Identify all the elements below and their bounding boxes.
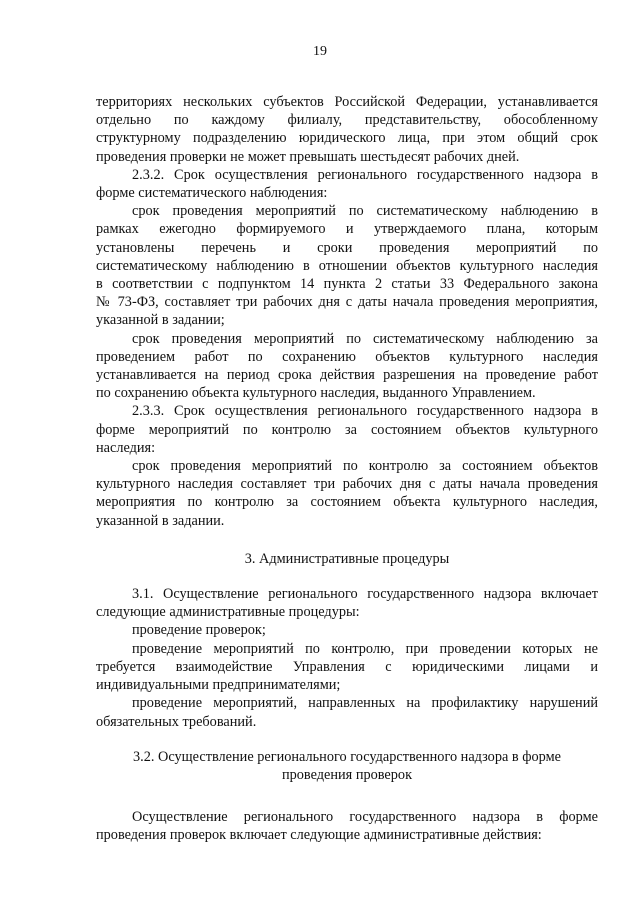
list-item-inspections	[96, 621, 598, 639]
paragraph-2-3-3	[96, 402, 598, 457]
heading-line: 3. Административные процедуры	[244, 550, 450, 567]
text-line: проведение мероприятий, направленных на профилактику нарушений	[132, 695, 598, 712]
text-line: следующие административные процедуры:	[96, 604, 360, 621]
text-line: № 73-ФЗ, составляет три рабочих дня с даты начала проведения мероприятия,	[96, 294, 598, 311]
text-line: указанной в задании;	[96, 312, 225, 329]
text-line: отдельно по каждому филиалу, представительству, обособленному	[96, 112, 598, 129]
text-line: мероприятия по контролю за состоянием объекта культурного наследия,	[96, 494, 598, 511]
section-heading-3	[96, 550, 598, 568]
spacer	[96, 568, 598, 585]
paragraph-state-control-term	[96, 457, 598, 530]
text-line: культурного наследия составляет три рабочих дня с даты начала проведения	[96, 476, 598, 493]
text-line: срок проведения мероприятий по систематическому наблюдению за	[132, 330, 598, 347]
text-line: наследия:	[96, 439, 156, 456]
text-line: 3.1. Осуществление регионального государственного надзора включает	[132, 586, 598, 603]
text-line: индивидуальными предпринимателями;	[96, 677, 341, 694]
text-line: 2.3.2. Срок осуществления регионального государственного надзора в	[132, 166, 598, 183]
text-line: систематическому наблюдению в отношении объектов культурного наследия	[96, 257, 598, 274]
spacer	[96, 530, 598, 550]
text-line: по сохранению объекта культурного наследия, выданного Управлением.	[96, 385, 536, 402]
paragraph-inspection-actions	[96, 808, 598, 844]
text-line: структурному подразделению юридического лица, при этом общий срок	[96, 130, 598, 147]
text-line: проведение мероприятий по контролю, при проведении которых не	[132, 640, 598, 657]
text-line: в соответствии с подпунктом 14 пункта 2 статьи 33 Федерального закона	[96, 276, 598, 293]
text-line: проведение проверок;	[132, 622, 266, 639]
page-number: 19	[313, 44, 327, 59]
text-line: обязательных требований.	[96, 713, 257, 730]
text-line: Осуществление регионального государственного надзора в форме	[132, 809, 598, 826]
paragraph-3-1	[96, 585, 598, 621]
text-line: установлены перечень и сроки проведения мероприятий по	[96, 239, 598, 256]
text-line: устанавливается на период срока действия разрешения на проведение работ	[96, 367, 598, 384]
list-item-prevention	[96, 694, 598, 730]
text-line: территориях нескольких субъектов Российской Федерации, устанавливается	[96, 94, 598, 110]
list-item-control-measures	[96, 640, 598, 695]
text-line: срок проведения мероприятий по систематическому наблюдению в	[132, 203, 598, 220]
spacer	[96, 731, 598, 748]
text-line: проведения проверки не может превышать шестьдесят рабочих дней.	[96, 148, 520, 165]
text-line: форме систематического наблюдения:	[96, 185, 328, 202]
text-line: форме мероприятий по контролю за состоянием объектов культурного	[96, 421, 598, 438]
heading-line: проведения проверок	[281, 766, 413, 783]
text-line: указанной в задании.	[96, 512, 225, 529]
paragraph-works-observation-term	[96, 330, 598, 403]
document-body	[96, 93, 598, 845]
text-line: 2.3.3. Срок осуществления регионального государственного надзора в	[132, 403, 598, 420]
paragraph-systematic-observation-term	[96, 202, 598, 329]
text-line: рамках ежегодно формируемого и утверждаемого плана, которым	[96, 221, 598, 238]
text-line: срок проведения мероприятий по контролю за состоянием объектов	[132, 458, 598, 475]
spacer	[96, 784, 598, 808]
text-line: проведения проверок включает следующие административные действия:	[96, 827, 542, 844]
section-heading-3-2	[96, 748, 598, 784]
text-line: проведением работ по сохранению объектов культурного наследия	[96, 348, 598, 365]
paragraph-continuation	[96, 93, 598, 166]
paragraph-2-3-2	[96, 166, 598, 202]
heading-line: 3.2. Осуществление регионального государственного надзора в форме	[133, 748, 561, 765]
text-line: требуется взаимодействие Управления с юридическими лицами и	[96, 658, 598, 675]
